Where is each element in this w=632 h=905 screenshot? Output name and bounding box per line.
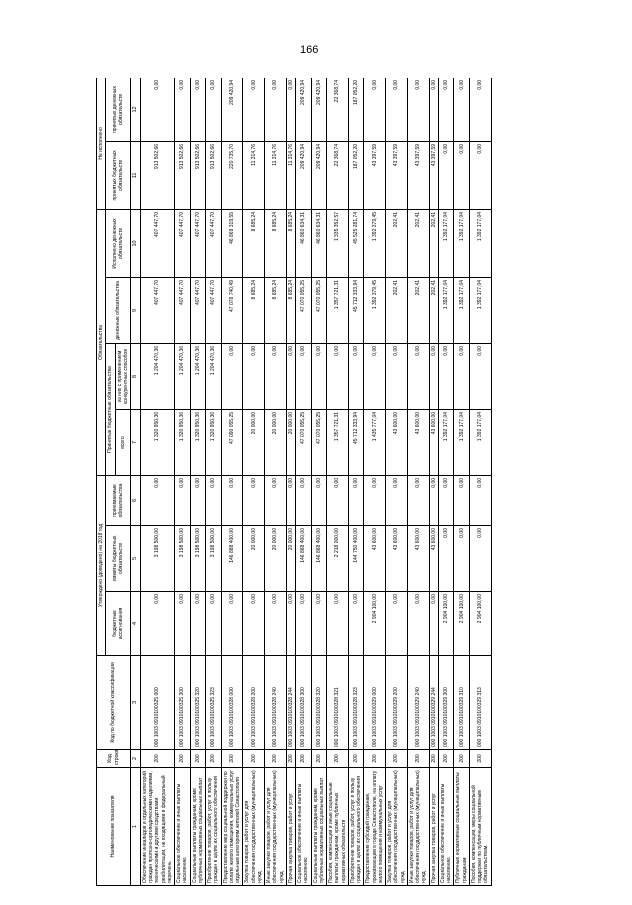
table-row — [386, 78, 408, 886]
row-value: 3 198 500,00 — [206, 526, 222, 592]
row-value: 407 447,70 — [190, 277, 206, 343]
row-line-code: 200 — [221, 750, 243, 768]
row-value: 11 314,76 — [265, 141, 287, 209]
row-value: 1 392 177,04 — [469, 277, 491, 343]
row-label: Публичные нормативные социальные выплаты гражданам — [454, 768, 470, 886]
row-value: 43 397,59 — [407, 141, 429, 209]
row-value: 0,00 — [206, 475, 222, 525]
row-value: 20 000,00 — [265, 526, 287, 592]
row-value: 47 078 740,49 — [221, 277, 243, 343]
table-row — [206, 78, 222, 886]
row-line-code: 200 — [348, 750, 364, 768]
row-label: Пособия, компенсации, меры социальной поддержки по публичным нормативным обязательствам — [469, 768, 491, 886]
row-value: 45 712 333,94 — [348, 409, 364, 475]
row-value: 43 600,00 — [407, 526, 429, 592]
row-value: 0,00 — [327, 475, 349, 525]
row-budget-code: 000 1003 0910100328 320 — [311, 656, 327, 750]
row-value: 1 357 721,31 — [327, 277, 349, 343]
column-index-cell: 2 — [131, 750, 141, 768]
column-index-cell: 4 — [131, 592, 141, 656]
row-label: Социальные выплаты гражданам, кроме публичных нормативных социальных выплат — [190, 768, 206, 886]
row-value: 2 904 100,00 — [454, 592, 470, 656]
row-value: 0,00 — [311, 343, 327, 409]
row-value: 43 600,00 — [429, 409, 438, 475]
column-index-cell: 9 — [131, 277, 141, 343]
row-value: 8 685,24 — [265, 277, 287, 343]
row-budget-code: 000 1003 0910100329 310 — [454, 656, 470, 750]
row-value: 1 392 177,04 — [469, 409, 491, 475]
table-row — [296, 78, 312, 886]
row-budget-code: 000 1003 0910100325 300 — [175, 656, 191, 750]
row-budget-code: 000 1003 0910100329 200 — [386, 656, 408, 750]
column-index-cell: 12 — [131, 78, 141, 141]
row-value: 0,00 — [386, 475, 408, 525]
row-label: Приобретение товаров, работ, услуг в пользу граждан в целях их социального обеспечения — [206, 768, 222, 886]
row-value: 0,00 — [454, 78, 470, 141]
table-row — [286, 78, 295, 886]
row-value: 43 397,59 — [429, 141, 438, 209]
row-line-code: 200 — [175, 750, 191, 768]
row-line-code: 200 — [429, 750, 438, 768]
row-value: 1 320 950,36 — [175, 409, 191, 475]
row-value: 0,00 — [454, 343, 470, 409]
row-value: 0,00 — [190, 475, 206, 525]
row-value: 0,00 — [469, 526, 491, 592]
table-row — [364, 78, 386, 886]
row-value: 1 320 950,36 — [140, 409, 174, 475]
row-value: 0,00 — [469, 141, 491, 209]
row-value: 8 685,24 — [286, 277, 295, 343]
row-value: 3 198 500,00 — [190, 526, 206, 592]
row-label: Социальные выплаты гражданам, кроме публичных нормативных социальных выплат — [311, 768, 327, 886]
header-budget-code: Код по бюджетной классификации — [97, 656, 131, 750]
row-value: 202,41 — [386, 277, 408, 343]
row-value: 202,41 — [407, 209, 429, 277]
row-value: 0,00 — [348, 592, 364, 656]
row-line-code: 200 — [327, 750, 349, 768]
row-value: 0,00 — [243, 475, 265, 525]
row-value: 20 000,00 — [265, 409, 287, 475]
row-label: Иные закупки товаров, работ и услуг для обеспечения государственных (муниципальных) нужд — [407, 768, 429, 886]
row-value: 0,00 — [364, 78, 386, 141]
row-value: 2 904 100,00 — [364, 592, 386, 656]
row-value: 20 000,00 — [286, 526, 295, 592]
row-value: 407 447,70 — [175, 277, 191, 343]
row-label: Иные закупки товаров, работ и услуг для обеспечения государственных (муниципальных) нужд — [265, 768, 287, 886]
row-budget-code: 000 1003 0910100328 200 — [243, 656, 265, 750]
row-value: 913 502,66 — [175, 141, 191, 209]
row-value: 1 392 379,45 — [364, 209, 386, 277]
table-body — [140, 78, 491, 886]
row-line-code: 200 — [140, 750, 174, 768]
row-value: 1 357 721,31 — [327, 409, 349, 475]
row-value: 0,00 — [265, 78, 287, 141]
row-line-code: 200 — [364, 750, 386, 768]
column-index-cell: 8 — [131, 343, 141, 409]
row-value: 0,00 — [327, 343, 349, 409]
table-row — [429, 78, 438, 886]
row-line-code: 200 — [243, 750, 265, 768]
row-value: 202,41 — [429, 209, 438, 277]
row-line-code: 200 — [206, 750, 222, 768]
row-value: 0,00 — [429, 343, 438, 409]
row-line-code: 200 — [296, 750, 312, 768]
row-label: Прочая закупка товаров, работ и услуг — [286, 768, 295, 886]
row-budget-code: 000 1003 0910100325 000 — [140, 656, 174, 750]
row-value: 0,00 — [286, 592, 295, 656]
row-value: 47 090 055,25 — [221, 409, 243, 475]
row-label: Пособия, компенсации и иные социальные выплаты гражданам, кроме публичных нормативных обязательств — [327, 768, 349, 886]
row-value: 913 502,66 — [190, 141, 206, 209]
row-value: 1 392 177,04 — [454, 409, 470, 475]
row-value: 0,00 — [175, 592, 191, 656]
row-label: Предоставление мер социальной поддержки по оплате жилого помещения, коммунальных услуг отдельным категориям жителей Севастополя — [221, 768, 243, 886]
rotated-table-area — [96, 78, 614, 886]
row-value: 146 868 400,00 — [296, 526, 312, 592]
row-value: 0,00 — [469, 475, 491, 525]
row-value: 0,00 — [286, 78, 295, 141]
row-budget-code: 000 1003 0910100329 300 — [438, 656, 454, 750]
column-index-cell: 10 — [131, 209, 141, 277]
header-approved-col: бюджетные ассигнования — [106, 592, 131, 656]
row-value: 0,00 — [265, 592, 287, 656]
row-value: 0,00 — [206, 78, 222, 141]
row-value: 407 447,70 — [190, 209, 206, 277]
row-label: Социальное обеспечение и иные выплаты населению — [438, 768, 454, 886]
row-value: 209 420,94 — [296, 141, 312, 209]
row-value: 0,00 — [296, 475, 312, 525]
row-value: 43 600,00 — [386, 526, 408, 592]
row-label: Социальное обеспечение и иные выплаты населению — [175, 768, 191, 886]
row-value: 43 600,00 — [386, 409, 408, 475]
header-approved-col: принимаемые обязательства — [106, 475, 131, 525]
row-value: 2 218 000,00 — [327, 526, 349, 592]
row-value: 1 204 470,36 — [190, 343, 206, 409]
row-value: 146 888 400,00 — [221, 526, 243, 592]
column-index-cell: 11 — [131, 141, 141, 209]
row-value: 0,00 — [206, 592, 222, 656]
row-value: 209 420,94 — [221, 78, 243, 141]
row-label: Приобретение товаров, работ, услуг в пользу граждан в целях их социального обеспечения — [348, 768, 364, 886]
row-value: 2 904 100,00 — [469, 592, 491, 656]
row-label: Закупка товаров, работ и услуг для обеспечения государственных (муниципальных) нужд — [243, 768, 265, 886]
row-budget-code: 000 1003 0910100328 244 — [286, 656, 295, 750]
row-value: 0,00 — [386, 343, 408, 409]
row-value: 0,00 — [190, 78, 206, 141]
row-value: 0,00 — [454, 526, 470, 592]
row-value: 913 502,66 — [140, 141, 174, 209]
row-value: 0,00 — [386, 592, 408, 656]
row-budget-code: 000 1003 0910100329 244 — [429, 656, 438, 750]
row-budget-code: 000 1003 0910100328 321 — [327, 656, 349, 750]
row-value: 1 392 177,04 — [469, 209, 491, 277]
column-index-cell: 7 — [131, 409, 141, 475]
row-value: 0,00 — [140, 475, 174, 525]
row-value: 46 860 634,31 — [296, 209, 312, 277]
row-value: 47 070 055,25 — [311, 409, 327, 475]
row-value: 45 712 333,94 — [348, 277, 364, 343]
table-row — [221, 78, 243, 886]
row-value: 8 685,24 — [243, 209, 265, 277]
header-not-executed: Не исполнено — [97, 78, 106, 209]
row-value: 43 600,00 — [364, 526, 386, 592]
header-obligations: Обязательства — [97, 209, 106, 475]
header-name: Наименование показателя — [97, 768, 131, 886]
header-line-code: Код строки — [97, 750, 131, 768]
row-value: 0,00 — [364, 475, 386, 525]
row-line-code: 200 — [386, 750, 408, 768]
row-value: 220 735,70 — [221, 141, 243, 209]
row-value: 0,00 — [454, 475, 470, 525]
row-value: 20 000,00 — [286, 409, 295, 475]
row-label: Предоставление субсидий гражданам, проживающим в городе Севастополе, на оплату жилого помещения и коммунальных услуг — [364, 768, 386, 886]
row-value: 0,00 — [265, 343, 287, 409]
row-value: 0,00 — [221, 475, 243, 525]
row-value: 407 447,70 — [140, 277, 174, 343]
row-value: 0,00 — [438, 78, 454, 141]
row-value: 0,00 — [190, 592, 206, 656]
row-value: 0,00 — [429, 78, 438, 141]
header-ne-col: принятых бюджетных обязательств — [106, 141, 131, 209]
header-competitive: из них с применением конкурентных способов — [115, 343, 131, 409]
row-value: 1 392 177,04 — [454, 277, 470, 343]
column-index-cell: 5 — [131, 526, 141, 592]
header-approved-col: лимиты бюджетных обязательств — [106, 526, 131, 592]
row-value: 187 052,20 — [348, 78, 364, 141]
row-value: 0,00 — [140, 78, 174, 141]
row-value: 1 320 950,36 — [190, 409, 206, 475]
row-value: 187 052,20 — [348, 141, 364, 209]
table-row — [140, 78, 174, 886]
row-value: 0,00 — [243, 343, 265, 409]
row-line-code: 200 — [407, 750, 429, 768]
row-value: 0,00 — [364, 343, 386, 409]
row-value: 1 392 177,04 — [438, 277, 454, 343]
row-budget-code: 000 1003 0910100328 300 — [296, 656, 312, 750]
row-value: 209 420,94 — [296, 78, 312, 141]
row-value: 0,00 — [311, 592, 327, 656]
row-value: 0,00 — [407, 78, 429, 141]
row-value: 8 685,24 — [286, 209, 295, 277]
row-value: 0,00 — [348, 343, 364, 409]
page-number: 166 — [300, 44, 319, 56]
row-value: 43 600,00 — [429, 526, 438, 592]
header-accepted-budget: Принятые бюджетные обязательства — [106, 343, 115, 475]
row-budget-code: 000 1003 0910100329 240 — [407, 656, 429, 750]
row-value: 0,00 — [221, 592, 243, 656]
row-value: 407 447,70 — [206, 277, 222, 343]
row-label: Закупка товаров, работ и услуг для обеспечения государственных (муниципальных) нужд — [386, 768, 408, 886]
row-value: 1 435 777,04 — [364, 409, 386, 475]
row-value: 0,00 — [175, 475, 191, 525]
row-line-code: 200 — [286, 750, 295, 768]
row-value: 0,00 — [265, 475, 287, 525]
row-value: 144 750 400,00 — [348, 526, 364, 592]
row-line-code: 200 — [265, 750, 287, 768]
row-value: 1 392 177,04 — [438, 409, 454, 475]
row-line-code: 200 — [311, 750, 327, 768]
column-index-cell: 6 — [131, 475, 141, 525]
row-value: 43 397,59 — [386, 141, 408, 209]
row-value: 0,00 — [407, 592, 429, 656]
row-value: 8 685,24 — [265, 209, 287, 277]
row-value: 202,41 — [429, 277, 438, 343]
row-value: 20 000,00 — [243, 409, 265, 475]
row-value: 0,00 — [243, 78, 265, 141]
row-value: 22 368,74 — [327, 141, 349, 209]
header-monetary: денежные обязательства — [106, 277, 131, 343]
row-value: 0,00 — [286, 475, 295, 525]
row-budget-code: 000 1003 0910100328 323 — [348, 656, 364, 750]
row-value: 0,00 — [429, 592, 438, 656]
row-value: 1 392 379,45 — [364, 277, 386, 343]
row-value: 0,00 — [243, 592, 265, 656]
row-value: 1 204 470,36 — [140, 343, 174, 409]
table-row — [438, 78, 454, 886]
table-row — [348, 78, 364, 886]
row-value: 3 198 500,00 — [175, 526, 191, 592]
row-budget-code: 000 1003 0910100328 240 — [265, 656, 287, 750]
column-index-cell: 3 — [131, 656, 141, 750]
row-value: 0,00 — [407, 475, 429, 525]
row-value: 11 314,76 — [286, 141, 295, 209]
row-value: 0,00 — [438, 526, 454, 592]
table-row — [454, 78, 470, 886]
row-value: 202,41 — [386, 209, 408, 277]
header-executed-monetary: Исполнено денежных обязательств — [106, 209, 131, 277]
row-value: 43 600,00 — [407, 409, 429, 475]
row-value: 407 447,70 — [140, 209, 174, 277]
row-value: 0,00 — [454, 141, 470, 209]
budget-execution-table — [96, 78, 492, 886]
header-approved: Утверждено (доведено) на 2018 год — [97, 475, 106, 655]
table-row — [311, 78, 327, 886]
row-value: 2 904 100,00 — [438, 592, 454, 656]
table-row — [190, 78, 206, 886]
table-row — [243, 78, 265, 886]
row-value: 146 868 400,00 — [311, 526, 327, 592]
row-value: 46 860 634,31 — [311, 209, 327, 277]
row-value: 407 447,70 — [206, 209, 222, 277]
row-value: 11 314,76 — [243, 141, 265, 209]
row-label: Социальное обеспечение и иные выплаты населению — [296, 768, 312, 886]
row-value: 3 198 500,00 — [140, 526, 174, 592]
row-label: Обеспечение инвалидов и отдельных категорий граждан протезно-ортопедическими изделиями, техническими и другими средствами реабилитации, не входящими в федеральный перечень — [140, 768, 174, 886]
row-value: 209 420,94 — [311, 141, 327, 209]
row-budget-code: 000 1003 0910100328 000 — [221, 656, 243, 750]
row-value: 0,00 — [175, 78, 191, 141]
row-value: 1 320 950,36 — [206, 409, 222, 475]
row-line-code: 200 — [469, 750, 491, 768]
row-value: 0,00 — [140, 592, 174, 656]
row-label: Прочая закупка товаров, работ и услуг — [429, 768, 438, 886]
row-value: 0,00 — [438, 141, 454, 209]
row-value: 1 335 352,57 — [327, 209, 349, 277]
row-value: 1 392 177,04 — [454, 209, 470, 277]
row-value: 0,00 — [296, 592, 312, 656]
row-budget-code: 000 1003 0910100325 320 — [190, 656, 206, 750]
row-budget-code: 000 1003 0910100325 323 — [206, 656, 222, 750]
row-value: 43 397,59 — [364, 141, 386, 209]
row-value: 407 447,70 — [175, 209, 191, 277]
table-row — [407, 78, 429, 886]
row-value: 46 869 319,55 — [221, 209, 243, 277]
row-line-code: 200 — [190, 750, 206, 768]
row-value: 0,00 — [286, 343, 295, 409]
row-value: 0,00 — [386, 78, 408, 141]
row-value: 8 685,24 — [243, 277, 265, 343]
row-budget-code: 000 1003 0910100329 000 — [364, 656, 386, 750]
header-ne-col: принятых денежных обязательств — [106, 78, 131, 141]
table-row — [175, 78, 191, 886]
row-budget-code: 000 1003 0910100329 313 — [469, 656, 491, 750]
row-value: 47 070 055,25 — [311, 277, 327, 343]
row-value: 0,00 — [221, 343, 243, 409]
row-value: 0,00 — [469, 343, 491, 409]
row-value: 45 525 281,74 — [348, 209, 364, 277]
table-row — [469, 78, 491, 886]
row-value: 47 070 055,25 — [296, 409, 312, 475]
row-value: 1 204 470,36 — [206, 343, 222, 409]
row-value: 20 000,00 — [243, 526, 265, 592]
row-value: 209 420,94 — [311, 78, 327, 141]
table-row — [327, 78, 349, 886]
row-value: 0,00 — [469, 78, 491, 141]
row-value: 1 392 177,04 — [438, 209, 454, 277]
row-line-code: 200 — [454, 750, 470, 768]
row-value: 1 204 470,36 — [175, 343, 191, 409]
row-value: 913 502,66 — [206, 141, 222, 209]
row-value: 0,00 — [327, 592, 349, 656]
row-value: 0,00 — [429, 475, 438, 525]
row-value: 0,00 — [311, 475, 327, 525]
row-value: 0,00 — [438, 343, 454, 409]
column-index-cell: 1 — [131, 768, 141, 886]
row-value: 202,41 — [407, 277, 429, 343]
row-value: 0,00 — [348, 475, 364, 525]
row-value: 0,00 — [407, 343, 429, 409]
row-value: 22 368,74 — [327, 78, 349, 141]
column-index-row — [131, 78, 141, 886]
row-value: 0,00 — [296, 343, 312, 409]
header-total: всего — [115, 409, 131, 475]
table-row — [265, 78, 287, 886]
row-line-code: 200 — [438, 750, 454, 768]
row-value: 0,00 — [438, 475, 454, 525]
row-value: 47 070 055,25 — [296, 277, 312, 343]
